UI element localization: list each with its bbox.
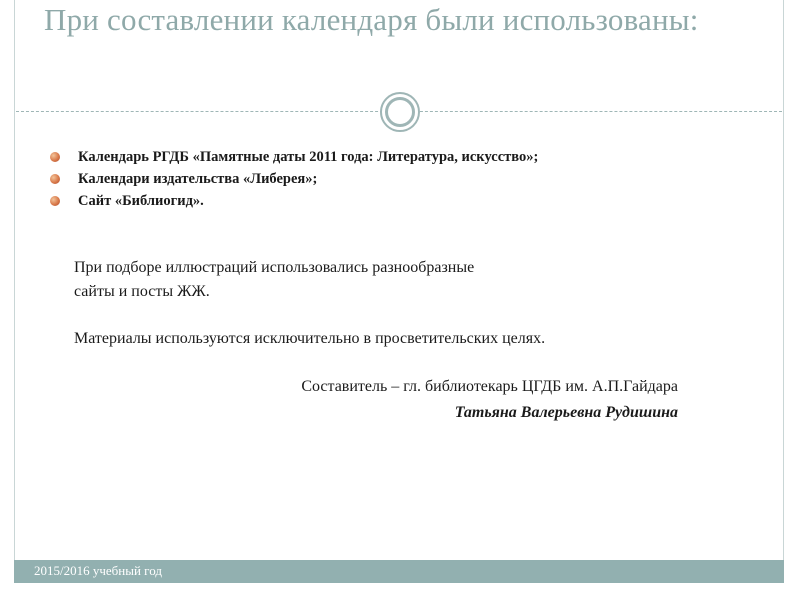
illustration-note-line: сайты и посты ЖЖ. — [74, 283, 210, 300]
footer-year: 2015/2016 учебный год — [34, 563, 162, 578]
slide-title: При составлении календаря были использованы: — [44, 2, 699, 37]
source-text: Календари издательства «Либерея»; — [78, 171, 318, 187]
bullet-icon — [50, 174, 60, 184]
illustration-note — [74, 256, 474, 304]
bullet-icon — [50, 152, 60, 162]
list-item — [50, 190, 538, 212]
divider-ring-icon — [380, 92, 420, 132]
illustration-note-line: При подборе иллюстраций использовались разнообразные — [74, 259, 475, 276]
usage-note: Материалы используются исключительно в просветительских целях. — [74, 330, 546, 347]
bullet-icon — [50, 196, 60, 206]
source-text: Календарь РГДБ «Памятные даты 2011 года: Литература, искусство»; — [78, 149, 539, 165]
compiler-name: Татьяна Валерьевна Рудишина — [454, 404, 678, 421]
sources-list — [50, 146, 538, 212]
list-item — [50, 146, 538, 168]
compiler-block — [301, 374, 678, 426]
source-text: Сайт «Библиогид». — [78, 193, 204, 209]
compiler-position: Составитель – гл. библиотекарь ЦГДБ им. А.П.Гайдара — [301, 378, 678, 395]
footer-bar — [14, 560, 784, 583]
list-item — [50, 168, 538, 190]
